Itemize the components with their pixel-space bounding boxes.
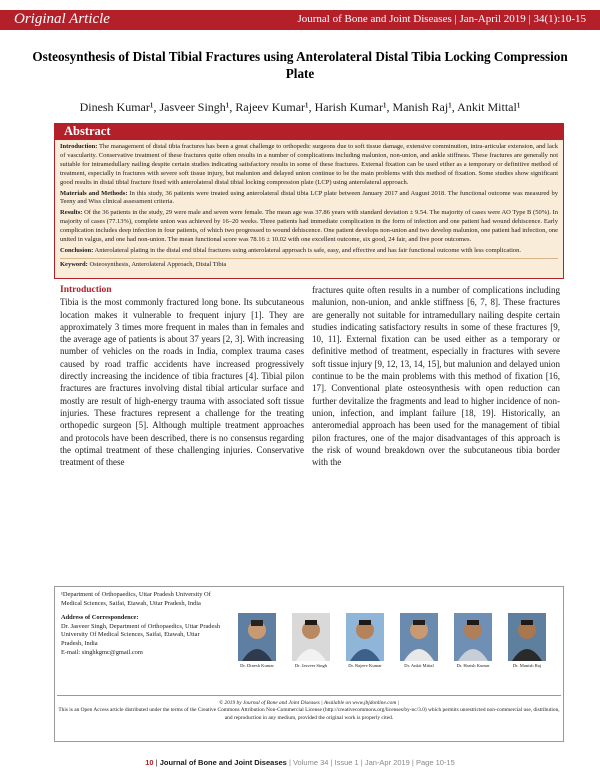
license-notice <box>57 695 561 722</box>
footer-meta: | Volume 34 | Issue 1 | Jan-Apr 2019 | Page 10-15 <box>288 758 455 767</box>
author-photo <box>505 613 549 668</box>
abstract-results-label: Results: <box>60 209 83 217</box>
body-column-left <box>60 284 304 584</box>
author-photo <box>343 613 387 668</box>
abstract-heading: Abstract <box>54 123 564 139</box>
author-photo-caption: Dr. Ankit Mittal <box>404 663 434 668</box>
author-photo <box>451 613 495 668</box>
abstract-conclusion-text: Anterolateral plating in the distal end tibial fractures using anterolateral approach is safe, easy, and effective and has fair functional outcome with less complication. <box>94 246 522 254</box>
body-column-right <box>312 284 560 584</box>
department-affiliation: ¹Department of Orthopaedics, Uttar Pradesh University Of Medical Sciences, Saifai, Etawah, Uttar Pradesh, India <box>61 591 211 607</box>
abstract-keyword-label: Keyword: <box>60 260 88 268</box>
abstract-keywords <box>60 258 558 270</box>
affiliation-block <box>61 591 221 657</box>
abstract-methods-label: Materials and Methods: <box>60 189 128 197</box>
abstract-intro-text: The management of distal tibia fractures has been a great challenge to orthopedic surgeons due to soft tissue damage, extensive comminution, intra-articular extension, and lack of vascularity. Conservative treatment of these fractures quite often results in a number of complications including malunion, non-union, and ankle stiffness. These fractures are generally not suitable for intramedullary nailing despite certain studies indicating satisfactory results in some of these fractures. External fixation can be used either as a temporary or definitive method of treatment, especially in fractures with severe soft tissue injury, but malunion and delayed union continue to be the main problems with this method of fixation. Some studies show significant good results in distal tibial fracture fixed with anterolateral distal tibial locking compression plate (LCP) using anterolateral approach. <box>60 143 558 186</box>
license-text: This is an Open Access article distributed under the terms of the Creative Commons Attribution Non-Commercial License (http://creativecommons.org/licenses/by-nc/3.0) which permits unrestricted non-commercial use, distribution, and reproduction in any medium, provided the original work is properly cited. <box>58 707 560 721</box>
author-photo-caption: Dr. Rajeev Kumar <box>348 663 382 668</box>
correspondence-email: E-mail: singhkgmc@gmail.com <box>61 648 143 656</box>
abstract-conclusion-label: Conclusion: <box>60 246 94 254</box>
author-photo <box>397 613 441 668</box>
journal-reference: Journal of Bone and Joint Diseases | Jan-April 2019 | 34(1):10-15 <box>297 13 586 25</box>
author-info-box <box>54 586 564 742</box>
page-footer <box>0 758 600 767</box>
article-type-badge: Original Article <box>14 11 110 27</box>
abstract-methods <box>60 190 558 208</box>
page-number: 10 <box>145 758 154 767</box>
author-photo-caption: Dr. Manish Raj <box>512 663 542 668</box>
article-title: Osteosynthesis of Distal Tibial Fractures using Anterolateral Distal Tibia Locking Compression Plate <box>32 49 568 81</box>
footer-separator: | <box>155 758 158 767</box>
body-text-right: fractures quite often results in a number of complications including malunion, non-union, and ankle stiffness [6, 7, 8]. These fractures are generally not suitable for intramedullary nailing despite certain studies indicating satisfactory results in some of these fractures [9, 10, 11]. External fixation can be used either as a temporary or definitive method of treatment, especially in fractures with severe soft tissue injury [9, 12, 13, 14, 15], but malunion and delayed union continue to be the main problems with this method of fixation [16, 17]. Conventional plate osteosynthesis with open reduction can further devitalize the fragments and lead to higher incidence of non-union, infection, and implant failure [18, 19]. Historically, an anteromedial approach has been used for the management of tibial pilon fractures, one of the major disadvantages of this approach is the risk of wound breakdown over the subcutaneous tibia border with the <box>312 285 560 468</box>
abstract-results <box>60 209 558 245</box>
author-photos <box>227 613 557 693</box>
abstract-keyword-text: Osteosynthesis, Anterolateral Approach, Distal Tibia <box>89 260 227 268</box>
copyright-line: © 2019 by Journal of Bone and Joint Diseases | Available on www.jbjdonline.com | <box>218 700 400 706</box>
author-photo-caption: Dr. Jasveer Singh <box>294 663 328 668</box>
correspondence-label: Address of Correspondence: <box>61 614 139 622</box>
author-list: Dinesh Kumar¹, Jasveer Singh¹, Rajeev Kumar¹, Harish Kumar¹, Manish Raj¹, Ankit Mittal¹ <box>79 100 521 114</box>
correspondence-address: Dr. Jasveer Singh, Department of Orthopaedics, Uttar Pradesh University Of Medical Sciences, Saifai, Etawah, Uttar Pradesh, India <box>61 622 221 647</box>
body-text-left: Tibia is the most commonly fractured long bone. Its subcutaneous location makes it vulnerable to frequent injury [1]. They are approximately 3 times more frequent in males than in females and the average age of patients is about 37 years [2, 3]. With increasing number of vehicles on the roads in India, complex trauma cases caused by road traffic accidents have increased progressively directly increasing the incidence of tibia fractures [4]. Tibial pilon fractures are fractures involving distal tibial articular surface and mostly are result of high-energy trauma with associated soft tissue injuries. These fractures represent a challenge for the treating orthopedic surgeon [5]. Although multiple treatment approaches and protocols have been described, there is no consensus regarding the optimal treatment of these challenging injuries. Conservative treatment of these <box>60 297 304 468</box>
abstract-intro-label: Introduction: <box>60 143 98 150</box>
abstract-results-text: Of the 36 patients in the study, 29 were male and seven were female. The mean age was 37.86 years with standard deviation ± 9.54. The majority of cases were AO Type B (50%). In majority of cases (77.13%), complete union was achieved by 16–20 weeks. Three patients had immediate complication in the form of infection and one patient had wound dehiscence. Early complication includes deep infection in four patients, of which two progressed to wound dehiscence. One patient develops non-union and two develop malunion, one patient had infection, one united in valgus, and one had non-union. The mean functional score was 78.16 ± 10.02 with one excellent outcome, six good, 24 fair, and five poor outcomes. <box>60 209 559 244</box>
author-photo <box>289 613 333 668</box>
footer-journal: Journal of Bone and Joint Diseases <box>159 758 287 767</box>
author-photo <box>235 613 279 668</box>
abstract-conclusion <box>60 247 558 256</box>
introduction-heading: Introduction <box>60 285 112 295</box>
author-photo-caption: Dr. Dinesh Kumar <box>240 663 274 668</box>
author-photo-caption: Dr. Harish Kumar <box>456 663 490 668</box>
abstract-methods-text: In this study, 36 patients were treated using anterolateral distal tibia LCP plate between January 2017 and August 2018. The functional outcome was measured by Teeny and Wiss clinical assessment criteria. <box>60 189 558 206</box>
abstract-box <box>54 139 564 279</box>
abstract-introduction <box>60 143 558 188</box>
